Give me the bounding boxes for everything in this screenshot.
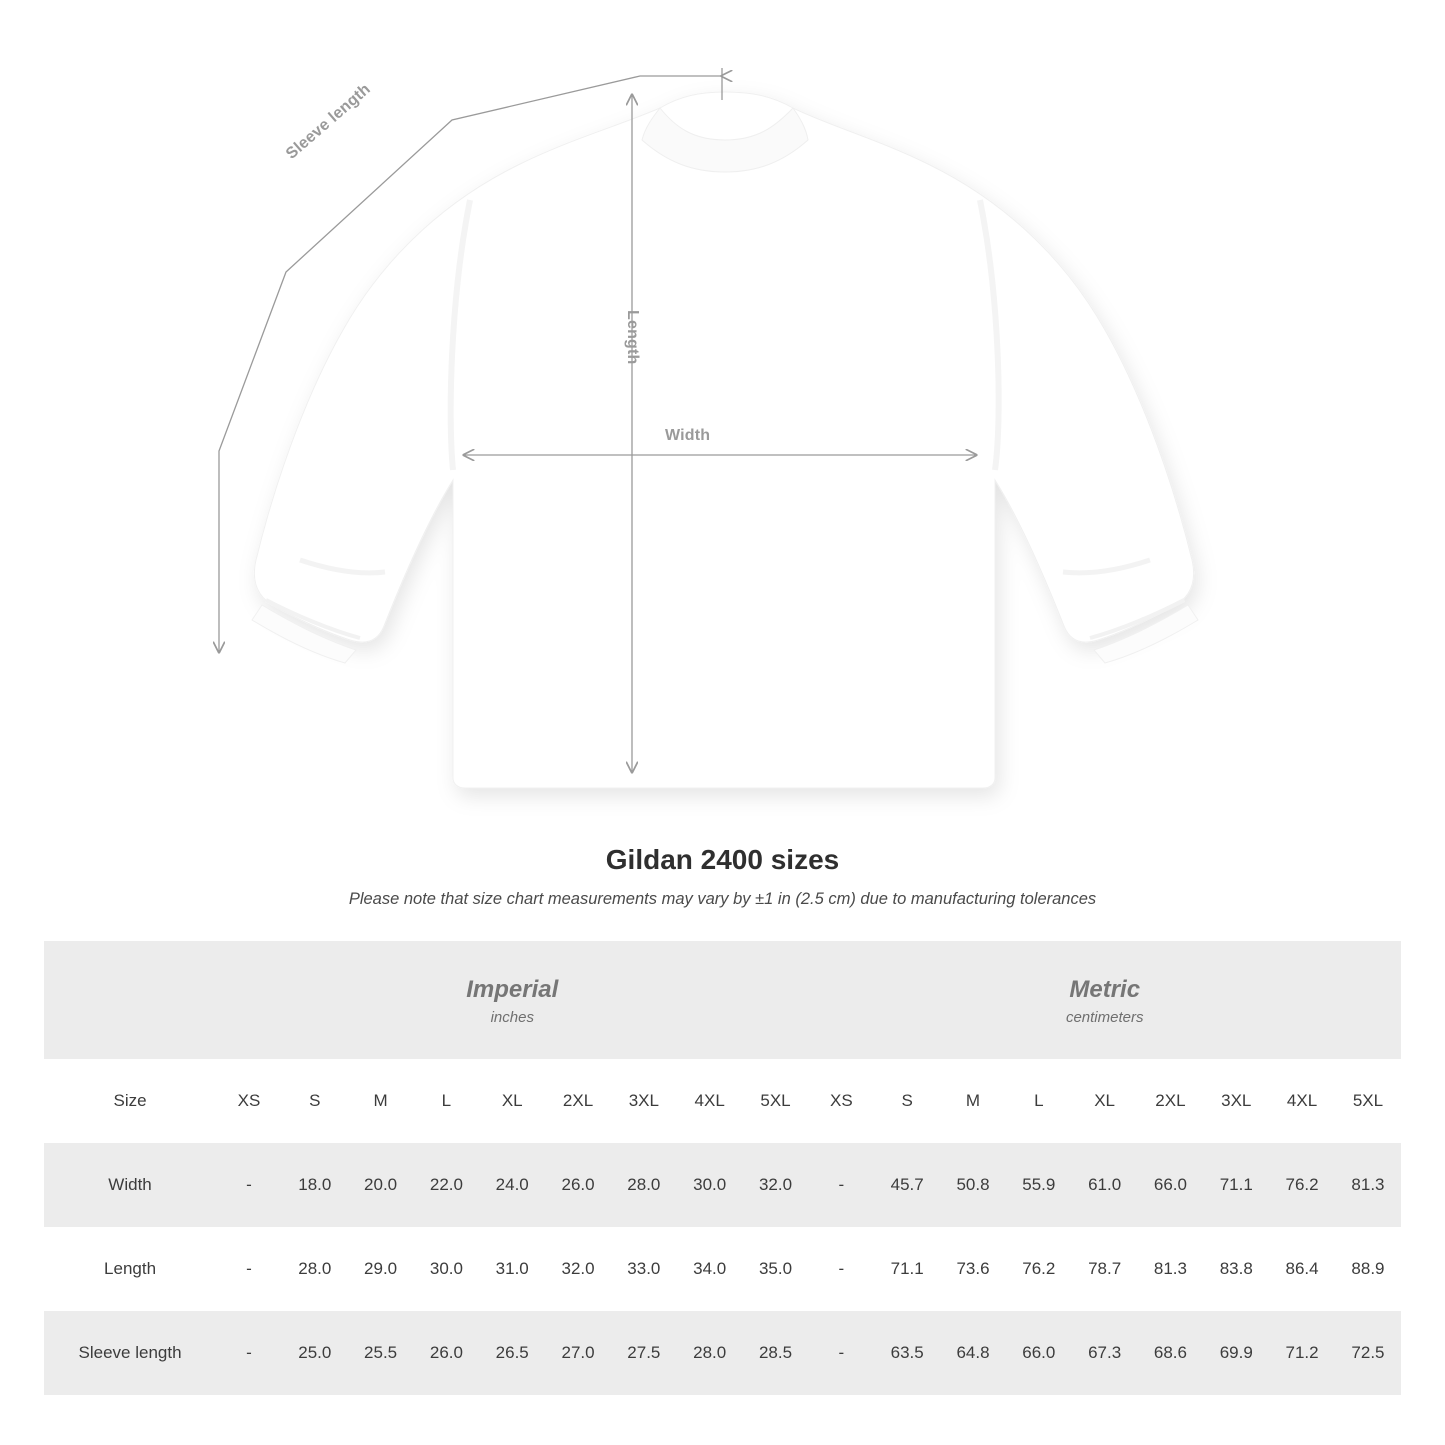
cell-width-met-l: 55.9 (1006, 1143, 1072, 1227)
cell-length-imp-4xl: 34.0 (677, 1227, 743, 1311)
size-header-imp-4xl: 4XL (677, 1059, 743, 1143)
cell-width-imp-m: 20.0 (348, 1143, 414, 1227)
table-row (44, 1227, 1401, 1311)
cell-sleeve-imp-m: 25.5 (348, 1311, 414, 1395)
size-header-imp-m: M (348, 1059, 414, 1143)
size-header-imp-2xl: 2XL (545, 1059, 611, 1143)
unit-header-metric (808, 941, 1401, 1059)
cell-width-met-xl: 61.0 (1072, 1143, 1138, 1227)
cell-sleeve-imp-2xl: 27.0 (545, 1311, 611, 1395)
unit-header-imperial-name: Imperial (466, 975, 559, 1003)
shirt-shape (254, 92, 1193, 788)
size-header-imp-xl: XL (479, 1059, 545, 1143)
cell-length-imp-3xl: 33.0 (611, 1227, 677, 1311)
unit-header-row (44, 941, 1401, 1059)
cell-length-imp-s: 28.0 (282, 1227, 348, 1311)
size-header-met-5xl: 5XL (1335, 1059, 1401, 1143)
cell-sleeve-met-xl: 67.3 (1072, 1311, 1138, 1395)
cell-width-imp-s: 18.0 (282, 1143, 348, 1227)
cell-sleeve-met-4xl: 71.2 (1269, 1311, 1335, 1395)
size-header-imp-l: L (414, 1059, 480, 1143)
cell-sleeve-met-3xl: 69.9 (1203, 1311, 1269, 1395)
size-chart-table (44, 941, 1401, 1395)
cell-length-met-s: 71.1 (874, 1227, 940, 1311)
size-chart-table-wrapper (44, 941, 1401, 1395)
cell-width-met-m: 50.8 (940, 1143, 1006, 1227)
size-header-met-3xl: 3XL (1203, 1059, 1269, 1143)
cell-length-imp-xs: - (216, 1227, 282, 1311)
cell-length-imp-m: 29.0 (348, 1227, 414, 1311)
cell-width-imp-2xl: 26.0 (545, 1143, 611, 1227)
cell-length-imp-5xl: 35.0 (743, 1227, 809, 1311)
cell-length-met-4xl: 86.4 (1269, 1227, 1335, 1311)
size-header-row (44, 1059, 1401, 1143)
size-header-met-l: L (1006, 1059, 1072, 1143)
cell-length-met-m: 73.6 (940, 1227, 1006, 1311)
row-label-length: Length (44, 1227, 216, 1311)
width-label: Width (665, 427, 711, 444)
cell-width-imp-3xl: 28.0 (611, 1143, 677, 1227)
cell-sleeve-met-xs: - (808, 1311, 874, 1395)
length-label: Length (624, 310, 641, 365)
cell-width-imp-5xl: 32.0 (743, 1143, 809, 1227)
cell-sleeve-imp-4xl: 28.0 (677, 1311, 743, 1395)
cell-length-imp-2xl: 32.0 (545, 1227, 611, 1311)
unit-header-imperial (216, 941, 808, 1059)
size-header-imp-5xl: 5XL (743, 1059, 809, 1143)
cell-sleeve-met-5xl: 72.5 (1335, 1311, 1401, 1395)
page-title: Gildan 2400 sizes (605, 844, 840, 875)
cell-width-met-3xl: 71.1 (1203, 1143, 1269, 1227)
size-header-label: Size (44, 1059, 216, 1143)
cell-length-imp-l: 30.0 (414, 1227, 480, 1311)
unit-header-blank (44, 941, 216, 1059)
cell-width-imp-xl: 24.0 (479, 1143, 545, 1227)
cell-sleeve-met-2xl: 68.6 (1138, 1311, 1204, 1395)
cell-length-met-2xl: 81.3 (1138, 1227, 1204, 1311)
cell-sleeve-imp-s: 25.0 (282, 1311, 348, 1395)
unit-header-imperial-unit: inches (490, 1008, 534, 1026)
size-header-met-xl: XL (1072, 1059, 1138, 1143)
size-header-met-2xl: 2XL (1138, 1059, 1204, 1143)
size-header-imp-s: S (282, 1059, 348, 1143)
cell-width-met-2xl: 66.0 (1138, 1143, 1204, 1227)
cell-length-met-xs: - (808, 1227, 874, 1311)
size-header-imp-3xl: 3XL (611, 1059, 677, 1143)
cell-length-met-xl: 78.7 (1072, 1227, 1138, 1311)
table-row (44, 1143, 1401, 1227)
cell-sleeve-imp-5xl: 28.5 (743, 1311, 809, 1395)
size-header-met-s: S (874, 1059, 940, 1143)
cell-sleeve-met-s: 63.5 (874, 1311, 940, 1395)
row-label-width: Width (44, 1143, 216, 1227)
title-block (0, 844, 1445, 909)
cell-width-met-xs: - (808, 1143, 874, 1227)
size-header-met-xs: XS (808, 1059, 874, 1143)
cell-width-met-s: 45.7 (874, 1143, 940, 1227)
cell-sleeve-imp-3xl: 27.5 (611, 1311, 677, 1395)
cell-sleeve-met-m: 64.8 (940, 1311, 1006, 1395)
unit-header-metric-unit: centimeters (1065, 1008, 1144, 1026)
size-header-met-m: M (940, 1059, 1006, 1143)
cell-width-imp-4xl: 30.0 (677, 1143, 743, 1227)
row-label-sleeve-length: Sleeve length (44, 1311, 216, 1395)
table-row (44, 1311, 1401, 1395)
cell-width-met-4xl: 76.2 (1269, 1143, 1335, 1227)
cell-sleeve-imp-xs: - (216, 1311, 282, 1395)
cell-length-imp-xl: 31.0 (479, 1227, 545, 1311)
cell-width-imp-xs: - (216, 1143, 282, 1227)
unit-header-metric-name: Metric (1069, 975, 1141, 1003)
cell-sleeve-imp-l: 26.0 (414, 1311, 480, 1395)
cell-width-imp-l: 22.0 (414, 1143, 480, 1227)
cell-width-met-5xl: 81.3 (1335, 1143, 1401, 1227)
cell-length-met-l: 76.2 (1006, 1227, 1072, 1311)
size-header-met-4xl: 4XL (1269, 1059, 1335, 1143)
size-header-imp-xs: XS (216, 1059, 282, 1143)
cell-sleeve-met-l: 66.0 (1006, 1311, 1072, 1395)
cell-sleeve-imp-xl: 26.5 (479, 1311, 545, 1395)
sleeve-length-label: Sleeve length (283, 80, 374, 163)
cell-length-met-5xl: 88.9 (1335, 1227, 1401, 1311)
cell-length-met-3xl: 83.8 (1203, 1227, 1269, 1311)
tolerance-note: Please note that size chart measurements may vary by ±1 in (2.5 cm) due to manufacturing tolerances (348, 890, 1097, 908)
